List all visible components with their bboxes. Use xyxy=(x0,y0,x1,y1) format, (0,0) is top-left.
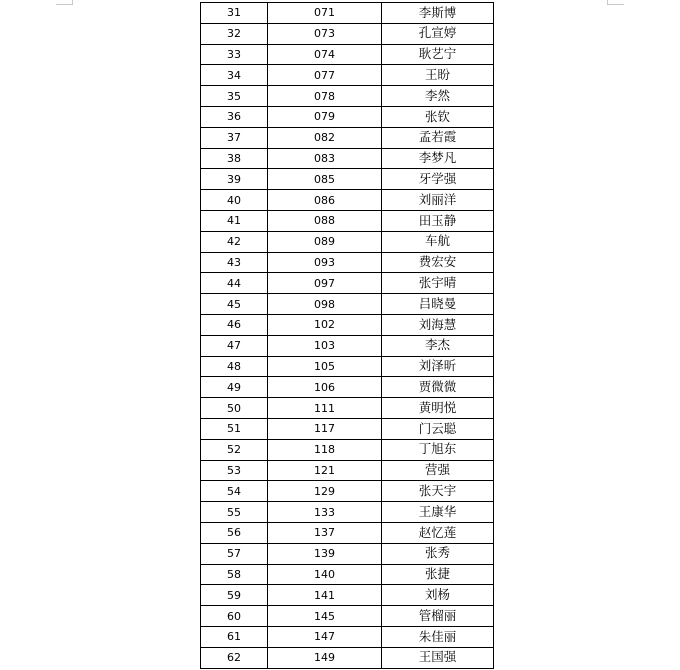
row-index-cell: 46 xyxy=(201,314,268,335)
row-index-cell: 57 xyxy=(201,543,268,564)
row-name-cell: 管榴丽 xyxy=(382,606,494,627)
row-code-cell: 077 xyxy=(268,65,382,86)
row-code-cell: 118 xyxy=(268,439,382,460)
roster-table-body xyxy=(201,3,494,669)
row-index-cell: 38 xyxy=(201,148,268,169)
row-name-cell: 张秀 xyxy=(382,543,494,564)
table-row xyxy=(201,439,494,460)
table-row xyxy=(201,148,494,169)
row-index-cell: 42 xyxy=(201,231,268,252)
row-code-cell: 097 xyxy=(268,273,382,294)
row-code-cell: 129 xyxy=(268,481,382,502)
row-code-cell: 093 xyxy=(268,252,382,273)
row-name-cell: 吕晓曼 xyxy=(382,294,494,315)
table-row xyxy=(201,231,494,252)
row-name-cell: 丁旭东 xyxy=(382,439,494,460)
row-name-cell: 李斯博 xyxy=(382,3,494,24)
row-code-cell: 149 xyxy=(268,647,382,668)
row-index-cell: 54 xyxy=(201,481,268,502)
table-row xyxy=(201,606,494,627)
row-name-cell: 刘海慧 xyxy=(382,314,494,335)
row-code-cell: 098 xyxy=(268,294,382,315)
table-row xyxy=(201,106,494,127)
table-row xyxy=(201,3,494,24)
row-code-cell: 078 xyxy=(268,86,382,107)
row-code-cell: 079 xyxy=(268,106,382,127)
row-index-cell: 40 xyxy=(201,190,268,211)
row-index-cell: 47 xyxy=(201,335,268,356)
table-row xyxy=(201,44,494,65)
table-row xyxy=(201,169,494,190)
roster-table xyxy=(200,2,494,669)
row-code-cell: 141 xyxy=(268,585,382,606)
row-code-cell: 082 xyxy=(268,127,382,148)
table-row xyxy=(201,127,494,148)
row-code-cell: 145 xyxy=(268,606,382,627)
row-code-cell: 140 xyxy=(268,564,382,585)
row-name-cell: 黄明悦 xyxy=(382,398,494,419)
row-index-cell: 37 xyxy=(201,127,268,148)
row-index-cell: 41 xyxy=(201,210,268,231)
row-index-cell: 49 xyxy=(201,377,268,398)
row-name-cell: 刘丽洋 xyxy=(382,190,494,211)
row-name-cell: 王盼 xyxy=(382,65,494,86)
table-row xyxy=(201,626,494,647)
table-row xyxy=(201,377,494,398)
table-row xyxy=(201,273,494,294)
row-code-cell: 089 xyxy=(268,231,382,252)
row-index-cell: 53 xyxy=(201,460,268,481)
table-row xyxy=(201,335,494,356)
row-name-cell: 朱佳丽 xyxy=(382,626,494,647)
row-name-cell: 李梦凡 xyxy=(382,148,494,169)
row-name-cell: 费宏安 xyxy=(382,252,494,273)
row-name-cell: 孟若霞 xyxy=(382,127,494,148)
row-name-cell: 牙学强 xyxy=(382,169,494,190)
table-row xyxy=(201,252,494,273)
row-code-cell: 071 xyxy=(268,3,382,24)
row-name-cell: 耿艺宁 xyxy=(382,44,494,65)
row-index-cell: 33 xyxy=(201,44,268,65)
row-code-cell: 111 xyxy=(268,398,382,419)
table-row xyxy=(201,356,494,377)
row-index-cell: 60 xyxy=(201,606,268,627)
row-name-cell: 田玉静 xyxy=(382,210,494,231)
table-row xyxy=(201,460,494,481)
row-index-cell: 50 xyxy=(201,398,268,419)
table-row xyxy=(201,190,494,211)
row-index-cell: 43 xyxy=(201,252,268,273)
row-index-cell: 32 xyxy=(201,23,268,44)
table-row xyxy=(201,502,494,523)
table-row xyxy=(201,294,494,315)
row-code-cell: 147 xyxy=(268,626,382,647)
row-index-cell: 44 xyxy=(201,273,268,294)
row-index-cell: 58 xyxy=(201,564,268,585)
crop-mark-right xyxy=(607,0,624,5)
row-code-cell: 085 xyxy=(268,169,382,190)
row-code-cell: 074 xyxy=(268,44,382,65)
row-code-cell: 088 xyxy=(268,210,382,231)
table-row xyxy=(201,86,494,107)
table-row xyxy=(201,543,494,564)
row-code-cell: 106 xyxy=(268,377,382,398)
row-name-cell: 刘泽昕 xyxy=(382,356,494,377)
row-name-cell: 赵忆莲 xyxy=(382,522,494,543)
row-index-cell: 51 xyxy=(201,418,268,439)
row-name-cell: 车航 xyxy=(382,231,494,252)
row-code-cell: 103 xyxy=(268,335,382,356)
row-name-cell: 王国强 xyxy=(382,647,494,668)
row-index-cell: 45 xyxy=(201,294,268,315)
row-code-cell: 121 xyxy=(268,460,382,481)
table-row xyxy=(201,585,494,606)
row-name-cell: 刘杨 xyxy=(382,585,494,606)
row-name-cell: 张天宇 xyxy=(382,481,494,502)
row-index-cell: 56 xyxy=(201,522,268,543)
row-name-cell: 王康华 xyxy=(382,502,494,523)
row-index-cell: 62 xyxy=(201,647,268,668)
table-row xyxy=(201,481,494,502)
table-row xyxy=(201,398,494,419)
row-code-cell: 117 xyxy=(268,418,382,439)
table-row xyxy=(201,522,494,543)
row-index-cell: 59 xyxy=(201,585,268,606)
row-code-cell: 133 xyxy=(268,502,382,523)
row-name-cell: 李然 xyxy=(382,86,494,107)
table-row xyxy=(201,564,494,585)
table-row xyxy=(201,65,494,86)
row-name-cell: 张宇晴 xyxy=(382,273,494,294)
table-row xyxy=(201,314,494,335)
table-row xyxy=(201,210,494,231)
row-code-cell: 105 xyxy=(268,356,382,377)
table-row xyxy=(201,647,494,668)
row-index-cell: 55 xyxy=(201,502,268,523)
row-index-cell: 61 xyxy=(201,626,268,647)
row-name-cell: 张钦 xyxy=(382,106,494,127)
row-name-cell: 张捷 xyxy=(382,564,494,585)
row-name-cell: 贾微微 xyxy=(382,377,494,398)
row-index-cell: 39 xyxy=(201,169,268,190)
row-index-cell: 52 xyxy=(201,439,268,460)
row-code-cell: 102 xyxy=(268,314,382,335)
row-index-cell: 35 xyxy=(201,86,268,107)
row-index-cell: 34 xyxy=(201,65,268,86)
row-name-cell: 孔宣婷 xyxy=(382,23,494,44)
row-code-cell: 086 xyxy=(268,190,382,211)
row-name-cell: 门云聪 xyxy=(382,418,494,439)
row-code-cell: 139 xyxy=(268,543,382,564)
row-index-cell: 36 xyxy=(201,106,268,127)
row-index-cell: 31 xyxy=(201,3,268,24)
row-name-cell: 李杰 xyxy=(382,335,494,356)
crop-mark-left xyxy=(56,0,73,5)
row-code-cell: 083 xyxy=(268,148,382,169)
row-code-cell: 137 xyxy=(268,522,382,543)
table-row xyxy=(201,23,494,44)
table-row xyxy=(201,418,494,439)
row-code-cell: 073 xyxy=(268,23,382,44)
row-index-cell: 48 xyxy=(201,356,268,377)
row-name-cell: 营强 xyxy=(382,460,494,481)
